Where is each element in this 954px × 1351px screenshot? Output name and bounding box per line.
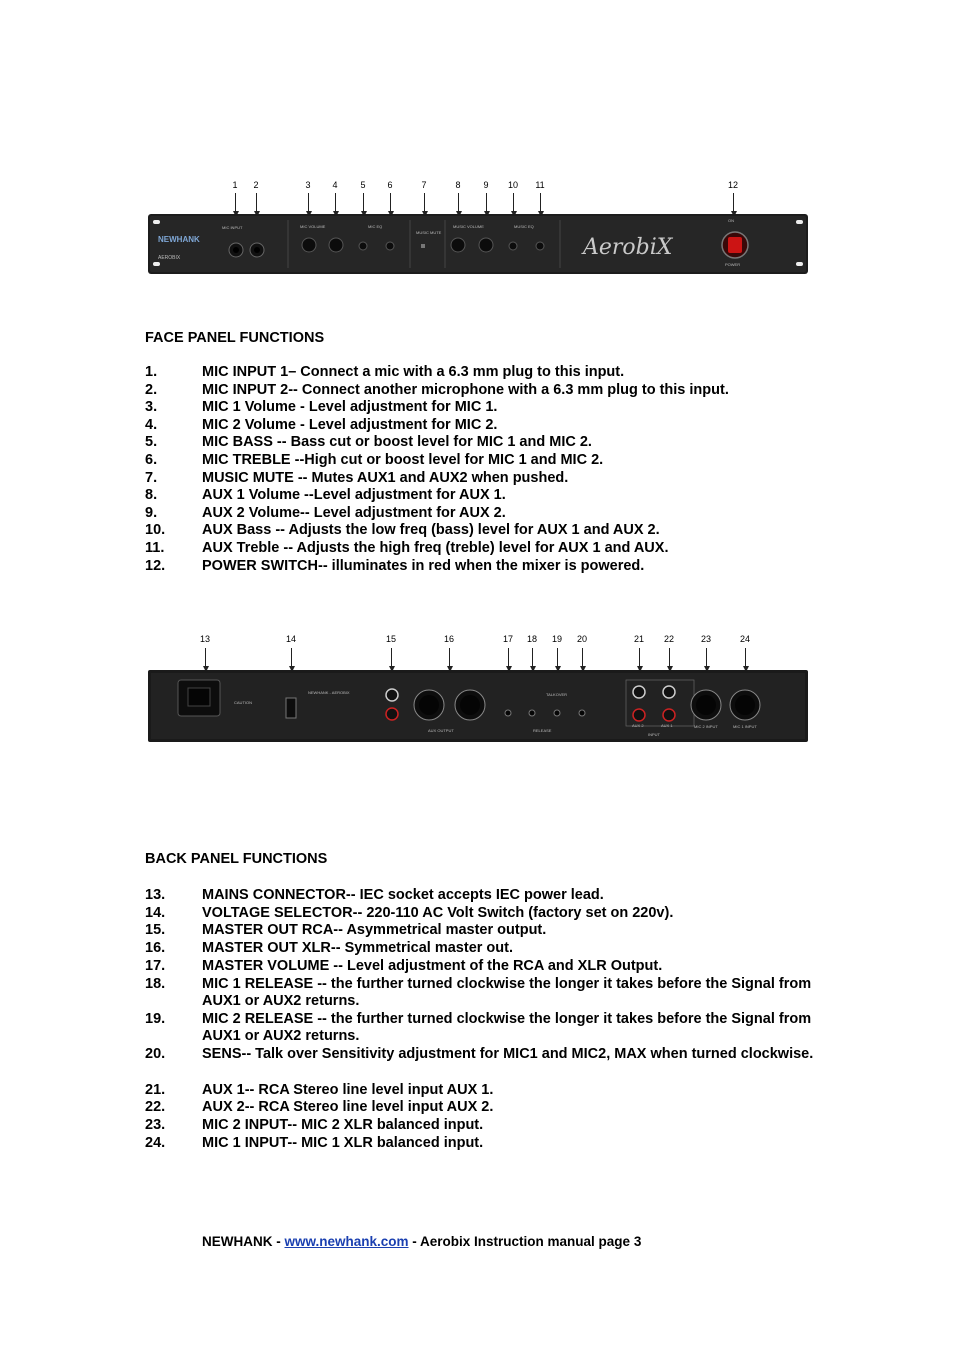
callout-line — [335, 193, 336, 211]
list-item — [145, 470, 825, 488]
product-logo: AerobiX — [583, 235, 673, 260]
svg-text:MUSIC VOLUME: MUSIC VOLUME — [453, 224, 484, 229]
callout-line — [256, 193, 257, 211]
svg-text:MIC 1 INPUT: MIC 1 INPUT — [733, 724, 757, 729]
item-number: 23. — [145, 1117, 166, 1134]
master-volume-pot — [505, 710, 511, 716]
item-number: 11. — [145, 540, 165, 556]
back-panel-figure — [148, 632, 808, 744]
callout-line — [582, 648, 583, 666]
item-text: MIC 2 Volume - Level adjustment for MIC 2. — [202, 416, 498, 433]
rack-hole — [796, 262, 803, 266]
callout-line — [669, 648, 670, 666]
back-panel-title: BACK PANEL FUNCTIONS — [145, 851, 328, 867]
face-panel-title: FACE PANEL FUNCTIONS — [145, 330, 325, 346]
list-item — [145, 1046, 825, 1064]
footer-brand: NEWHANK - — [202, 1234, 285, 1249]
aux-treble-knob — [536, 242, 544, 250]
callout-number: 3 — [305, 180, 311, 190]
callout-number: 19 — [551, 634, 562, 644]
callout-line — [745, 648, 746, 666]
list-item — [145, 905, 825, 923]
callout-line — [706, 648, 707, 666]
callout-number: 17 — [502, 634, 513, 644]
item-text: MUSIC MUTE -- Mutes AUX1 and AUX2 when pushed. — [202, 469, 569, 486]
callout-number: 4 — [332, 180, 338, 190]
svg-text:ON: ON — [728, 218, 734, 223]
svg-text:MIC INPUT: MIC INPUT — [222, 225, 243, 230]
front-panel-image — [148, 214, 808, 276]
list-item — [145, 540, 825, 558]
callout-line — [639, 648, 640, 666]
item-text: MAINS CONNECTOR-- IEC socket accepts IEC power lead. — [202, 887, 604, 903]
svg-text:TALKOVER: TALKOVER — [546, 692, 568, 697]
item-number: 12. — [145, 557, 166, 574]
callout-line — [205, 648, 206, 666]
list-item — [145, 364, 825, 382]
voltage-selector — [286, 698, 296, 718]
callout-number: 23 — [700, 634, 711, 644]
list-item — [145, 505, 825, 523]
item-text: MIC BASS -- Bass cut or boost level for MIC 1 and MIC 2. — [202, 434, 592, 451]
item-number: 16. — [145, 940, 166, 957]
callout-line — [508, 648, 509, 666]
item-number: 22. — [145, 1099, 166, 1116]
page-footer — [202, 1234, 641, 1249]
callout-line — [308, 193, 309, 211]
item-number: 4. — [145, 416, 158, 433]
item-number: 14. — [145, 904, 166, 921]
item-text: AUX 1 Volume --Level adjustment for AUX 1. — [202, 487, 506, 504]
callout-line — [540, 193, 541, 211]
callout-line — [424, 193, 425, 211]
callout-line — [363, 193, 364, 211]
list-item — [145, 976, 825, 1011]
callout-line — [486, 193, 487, 211]
callout-number: 1 — [232, 180, 238, 190]
item-text: MIC TREBLE --High cut or boost level for MIC 1 and MIC 2. — [202, 452, 604, 468]
item-text: MASTER VOLUME -- Level adjustment of the RCA and XLR Output. — [202, 957, 663, 974]
callout-number: 13 — [199, 634, 210, 644]
list-item — [145, 452, 825, 470]
callout-line — [513, 193, 514, 211]
callout-line — [291, 648, 292, 666]
item-text: MASTER OUT RCA-- Asymmetrical master output. — [202, 922, 547, 939]
svg-text:MUSIC MUTE: MUSIC MUTE — [416, 230, 442, 235]
list-item — [145, 417, 825, 435]
item-text: AUX 1-- RCA Stereo line level input AUX 1. — [202, 1081, 494, 1098]
mic-2-volume-knob — [329, 238, 343, 252]
callout-number: 5 — [360, 180, 366, 190]
callout-number: 16 — [443, 634, 454, 644]
callout-line — [391, 648, 392, 666]
callout-line — [733, 193, 734, 211]
item-text: MIC 1 INPUT-- MIC 1 XLR balanced input. — [202, 1134, 484, 1151]
svg-text:MUSIC EQ: MUSIC EQ — [514, 224, 534, 229]
list-item — [145, 887, 825, 905]
svg-text:INPUT: INPUT — [648, 732, 660, 737]
model-label: AEROBIX — [158, 255, 181, 261]
aux-1-volume-knob — [451, 238, 465, 252]
item-number: 13. — [145, 887, 166, 903]
svg-text:POWER: POWER — [725, 262, 741, 267]
list-item — [145, 1135, 825, 1153]
item-number: 2. — [145, 381, 158, 398]
aux-2-volume-knob — [479, 238, 493, 252]
list-item — [145, 382, 825, 400]
svg-text:MIC 2 INPUT: MIC 2 INPUT — [694, 724, 718, 729]
aux-2-rca-l — [633, 686, 645, 698]
svg-text:AUX 2: AUX 2 — [632, 723, 644, 728]
item-number: 20. — [145, 1046, 166, 1063]
list-item — [145, 487, 825, 505]
rack-hole — [796, 220, 803, 224]
item-number: 5. — [145, 434, 158, 451]
callout-number: 9 — [483, 180, 489, 190]
rack-hole — [153, 262, 160, 266]
item-number: 10. — [145, 522, 166, 539]
svg-text:RELEASE: RELEASE — [533, 728, 552, 733]
item-text: MIC 1 Volume - Level adjustment for MIC 1. — [202, 399, 498, 416]
sens-pot — [579, 710, 585, 716]
callout-number: 24 — [739, 634, 750, 644]
footer-suffix: - Aerobix Instruction manual page 3 — [408, 1234, 642, 1249]
aux-1-rca-l — [663, 686, 675, 698]
item-number: 18. — [145, 975, 166, 992]
list-item — [145, 1082, 825, 1100]
callout-number: 22 — [663, 634, 674, 644]
item-number: 24. — [145, 1134, 166, 1151]
item-number: 15. — [145, 922, 166, 939]
callout-number: 2 — [253, 180, 259, 190]
list-item — [145, 922, 825, 940]
list-item — [145, 399, 825, 417]
list-item — [145, 522, 825, 540]
item-text: VOLTAGE SELECTOR-- 220-110 AC Volt Switch (factory set on 220v). — [202, 904, 674, 921]
item-text: AUX Bass -- Adjusts the low freq (bass) level for AUX 1 and AUX 2. — [202, 522, 660, 539]
callout-number: 14 — [285, 634, 296, 644]
callout-line — [390, 193, 391, 211]
list-item — [145, 434, 825, 452]
item-text: AUX 2-- RCA Stereo line level input AUX 2. — [202, 1099, 494, 1116]
callout-number: 6 — [387, 180, 393, 190]
item-text: POWER SWITCH-- illuminates in red when the mixer is powered. — [202, 557, 645, 574]
mic-1-volume-knob — [302, 238, 316, 252]
callout-number: 12 — [727, 180, 738, 190]
item-number: 8. — [145, 487, 158, 504]
callout-number: 8 — [455, 180, 461, 190]
master-out-rca-l — [386, 689, 398, 701]
aux-1-rca-r — [663, 709, 675, 721]
item-text: MIC INPUT 1– Connect a mic with a 6.3 mm plug to this input. — [202, 364, 625, 380]
back-panel-image — [148, 670, 808, 742]
list-item — [145, 958, 825, 976]
item-number: 17. — [145, 957, 166, 974]
mic-1-release-pot — [529, 710, 535, 716]
mic-2-release-pot — [554, 710, 560, 716]
item-text: MASTER OUT XLR-- Symmetrical master out. — [202, 940, 513, 957]
item-text: AUX Treble -- Adjusts the high freq (treble) level for AUX 1 and AUX. — [202, 540, 669, 556]
svg-text:NEWHANK - AEROBIX: NEWHANK - AEROBIX — [308, 690, 350, 695]
item-number: 19. — [145, 1010, 166, 1027]
list-item — [145, 1117, 825, 1135]
aux-bass-knob — [509, 242, 517, 250]
callout-line — [449, 648, 450, 666]
front-panel-figure — [148, 178, 808, 278]
item-text: AUX 2 Volume-- Level adjustment for AUX 2. — [202, 504, 506, 521]
item-text: MIC 1 RELEASE -- the further turned clockwise the longer it takes before the Signal from AUX1 or AUX2 returns. — [202, 975, 812, 1010]
callout-number: 11 — [535, 180, 545, 190]
item-number: 3. — [145, 399, 158, 416]
callout-line — [235, 193, 236, 211]
list-item — [145, 558, 825, 576]
callout-line — [458, 193, 459, 211]
item-text: MIC 2 INPUT-- MIC 2 XLR balanced input. — [202, 1117, 484, 1134]
item-text: MIC 2 RELEASE -- the further turned clockwise the longer it takes before the Signal from AUX1 or AUX2 returns. — [202, 1010, 812, 1045]
callout-number: 21 — [633, 634, 644, 644]
item-number: 1. — [145, 364, 158, 380]
svg-text:AUX OUTPUT: AUX OUTPUT — [428, 728, 454, 733]
mic-treble-knob — [386, 242, 394, 250]
callout-number: 20 — [576, 634, 587, 644]
callout-number: 15 — [385, 634, 396, 644]
svg-text:CAUTION: CAUTION — [234, 700, 252, 705]
svg-text:AUX 1: AUX 1 — [661, 723, 673, 728]
list-item — [145, 940, 825, 958]
mic-bass-knob — [359, 242, 367, 250]
item-number: 7. — [145, 469, 158, 486]
callout-number: 7 — [421, 180, 427, 190]
list-item — [145, 1099, 825, 1117]
callout-number: 10 — [507, 180, 518, 190]
website-link[interactable]: www.newhank.com — [284, 1234, 409, 1249]
list-item — [145, 1011, 825, 1046]
item-number: 9. — [145, 504, 158, 521]
item-text: MIC INPUT 2-- Connect another microphone with a 6.3 mm plug to this input. — [202, 381, 729, 398]
rack-hole — [153, 220, 160, 224]
callout-line — [557, 648, 558, 666]
item-number: 21. — [145, 1081, 166, 1098]
master-out-rca-r — [386, 708, 398, 720]
brand-logo: NEWHANK — [158, 235, 200, 244]
item-number: 6. — [145, 452, 158, 468]
item-text: SENS-- Talk over Sensitivity adjustment for MIC1 and MIC2, MAX when turned clockwise. — [202, 1046, 814, 1063]
svg-text:MIC VOLUME: MIC VOLUME — [300, 224, 326, 229]
music-mute-button — [421, 244, 425, 248]
svg-text:MIC EQ: MIC EQ — [368, 224, 383, 229]
callout-number: 18 — [526, 634, 537, 644]
callout-line — [532, 648, 533, 666]
power-switch — [728, 237, 742, 253]
aux-2-rca-r — [633, 709, 645, 721]
